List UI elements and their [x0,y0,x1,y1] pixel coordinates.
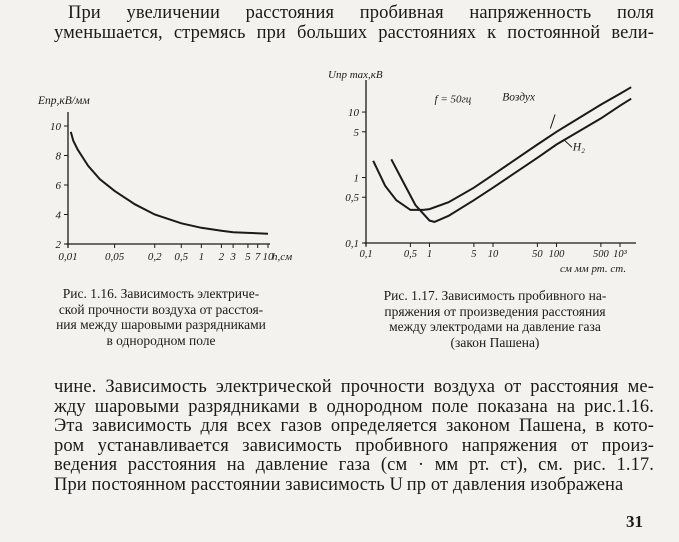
x-tick-label: 1 [198,251,205,263]
paragraph-line: Эта зависимость для всех газов определяется законом Пашена, в кото- [54,416,654,436]
x-tick-label: 0,1 [359,249,373,260]
caption-line: (закон Пашена) [450,334,540,350]
x-tick-label: 7 [254,251,261,263]
paragraph-line: ведения расстояния на давление газа (см · мм рт. ст), см. рис. 1.17. [54,455,654,475]
series-line-air [373,87,631,210]
bottom-paragraph [54,378,654,495]
x-tick-label: 10 [262,251,274,263]
x-tick-label: 0,01 [58,251,78,263]
figure-1-16-caption [14,286,308,348]
series-label-air: Воздух [502,91,535,104]
paragraph-line: ром устанавливается зависимость пробивного напряжения от произ- [54,435,654,456]
paragraph-line: уменьшается, стремясь при больших расстояниях к постоянной вели- [54,22,654,43]
figure-1-17-caption [325,288,665,350]
page-number: 31 [626,512,643,531]
paragraph-line: чине. Зависимость электрической прочности воздуха от расстояния ме- [54,377,654,397]
paragraph-line: При увеличении расстояния пробивная напряженность поля [68,3,654,23]
caption-line: Рис. 1.16. Зависимость электриче- [62,286,260,301]
y-tick-label: 4 [55,209,61,222]
x-tick-label: 0,5 [403,249,417,260]
y-axis-label: Uпр max,кВ [328,69,383,81]
y-tick-label: 2 [55,239,61,251]
caption-line: ской прочности воздуха от расстоя- [58,301,264,317]
series-leader-h2 [564,140,572,148]
figure-1-17-chart [320,60,679,285]
frequency-annotation: f = 50гц [434,93,472,106]
x-tick-label: 50 [532,249,543,260]
y-tick-label: 5 [353,126,359,139]
x-tick-label: 5 [471,249,477,260]
x-tick-label: 2 [218,251,225,263]
x-tick-label: 5 [245,251,251,263]
x-tick-label: 1 [426,249,433,260]
caption-line: Рис. 1.17. Зависимость пробивного на- [383,288,607,303]
caption-line: между электродами на давление газа [389,319,601,334]
y-tick-label: 6 [55,180,61,192]
y-tick-label: 0,1 [345,238,359,250]
series-line-h2 [391,99,631,222]
x-tick-label: 0,5 [174,251,189,263]
caption-line: в однородном поле [106,332,216,348]
series-label-h2: H₂ [572,141,586,154]
x-axis-label: h,см [272,251,293,263]
x-tick-label: 10³ [613,249,627,260]
x-axis-label: см мм рт. ст. [560,263,627,275]
caption-line: пряжения от произведения расстояния [384,303,606,319]
y-tick-label: 1 [353,172,359,185]
y-axis-label: Eпр,кВ/мм [38,95,90,107]
top-paragraph [54,4,654,43]
y-tick-label: 10 [50,121,61,133]
x-tick-label: 0,05 [104,251,125,263]
caption-line: ния между шаровыми разрядниками [56,317,266,332]
paragraph-line: жду шаровыми разрядниками в однородном поле показана на рис.1.16. [54,396,654,417]
x-tick-label: 100 [548,249,565,260]
figure-1-16-chart [0,80,320,280]
y-tick-label: 10 [348,107,359,120]
paragraph-line: При постоянном расстоянии зависимость U пр от давления изображена [54,474,624,495]
y-tick-label: 0,5 [345,192,359,205]
y-tick-label: 8 [55,150,61,163]
x-tick-label: 0,2 [147,251,162,263]
series-line-air [71,132,268,234]
series-leader-air [550,114,555,128]
x-tick-label: 3 [230,251,236,263]
x-tick-label: 10 [487,249,499,260]
x-tick-label: 500 [593,249,609,260]
